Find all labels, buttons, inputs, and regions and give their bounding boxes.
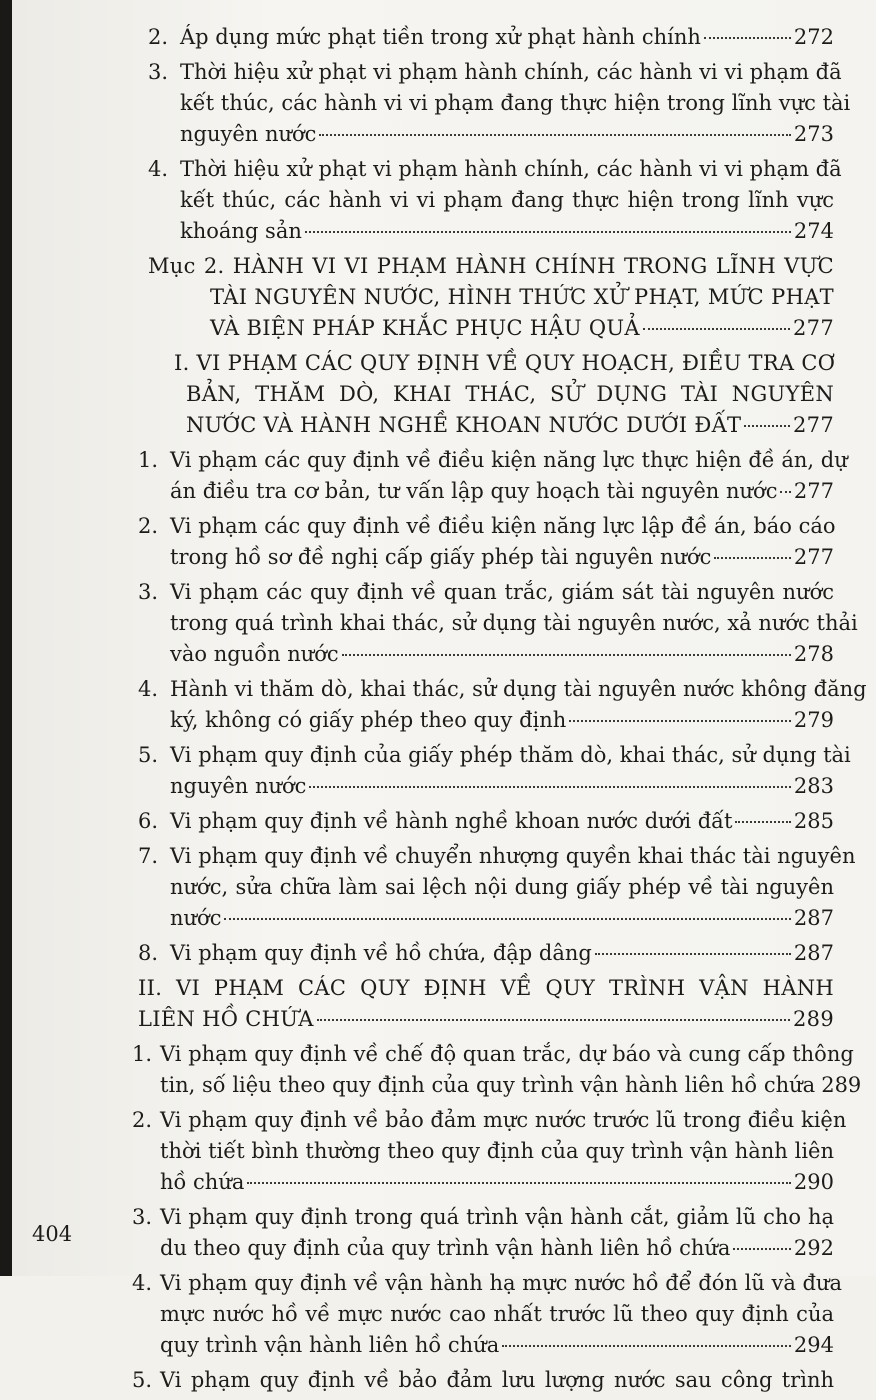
toc-entry-text-line: mực nước hồ về mực nước cao nhất trước lũ theo quy định của	[160, 1302, 834, 1326]
dot-leader	[735, 821, 790, 823]
toc-entry-title: ký, không có giấy phép theo quy định	[170, 708, 567, 732]
toc-entry-title: nước	[170, 906, 222, 930]
toc-entry	[138, 973, 834, 1035]
toc-entry-text-line: kết thúc, các hành vi vi phạm đang thực hiện trong lĩnh vực tài	[180, 91, 851, 115]
toc-entry-text-line: Vi phạm các quy định về quan trắc, giám sát tài nguyên nước	[170, 580, 834, 604]
toc-entry-number: 4.	[132, 1271, 153, 1295]
toc-entry	[132, 1268, 843, 1361]
toc-entry	[132, 1365, 834, 1396]
toc-entry-title: VÀ BIỆN PHÁP KHẮC PHỤC HẬU QUẢ	[210, 316, 640, 340]
toc-entry-title: LIÊN HỒ CHỨA	[138, 1007, 314, 1031]
toc-page-number: 292	[793, 1236, 834, 1260]
dot-leader	[224, 918, 790, 920]
toc-entry-number: 6.	[138, 809, 159, 833]
toc-entry-number: 1.	[132, 1042, 153, 1066]
toc-entry-text-line: Vi phạm quy định trong quá trình vận hành cắt, giảm lũ cho hạ	[160, 1205, 834, 1229]
book-spine-shadow	[0, 0, 12, 1276]
toc-page-number: 273	[793, 122, 834, 146]
toc-entry-text-line: Thời hiệu xử phạt vi phạm hành chính, các hành vi vi phạm đã	[180, 157, 842, 181]
table-of-contents	[132, 22, 867, 1400]
toc-page-number: 287	[793, 941, 834, 965]
toc-page-number: 294	[793, 1333, 834, 1357]
toc-page-number: 289	[793, 1007, 834, 1031]
toc-entry-title: quy trình vận hành liên hồ chứa	[160, 1333, 500, 1357]
toc-entry	[138, 445, 848, 507]
toc-entry-text-line: Thời hiệu xử phạt vi phạm hành chính, các hành vi vi phạm đã	[180, 60, 842, 84]
toc-entry-title: Áp dụng mức phạt tiền trong xử phạt hành chính	[180, 25, 701, 49]
toc-entry-text-line: trong quá trình khai thác, sử dụng tài nguyên nước, xả nước thải	[170, 611, 858, 635]
toc-entry-text-line: Hành vi thăm dò, khai thác, sử dụng tài nguyên nước không đăng	[170, 677, 867, 701]
dot-leader	[309, 786, 790, 788]
toc-entry-text-line: nước, sửa chữa làm sai lệch nội dung giấy phép về tài nguyên	[170, 875, 834, 899]
dot-leader	[319, 134, 790, 136]
dot-leader	[714, 557, 790, 559]
toc-entry-number: 3.	[132, 1205, 153, 1229]
toc-entry	[132, 1202, 834, 1264]
toc-entry-title: hồ chứa	[160, 1170, 245, 1194]
toc-entry-title: du theo quy định của quy trình vận hành liên hồ chứa	[160, 1236, 731, 1260]
toc-entry-text-line: Vi phạm quy định về vận hành hạ mực nước hồ để đón lũ và đưa	[160, 1271, 843, 1295]
toc-entry-text-line: Vi phạm quy định về chuyển nhượng quyền khai thác tài nguyên	[170, 844, 856, 868]
toc-entry	[156, 348, 834, 441]
toc-page-number: 272	[793, 25, 834, 49]
toc-entry-number: 3.	[148, 60, 169, 84]
toc-page-number: 279	[793, 708, 834, 732]
toc-page-number: 289	[821, 1073, 862, 1097]
dot-leader	[733, 1248, 790, 1250]
toc-entry-text-line: TÀI NGUYÊN NƯỚC, HÌNH THỨC XỬ PHẠT, MỨC PHẠT	[210, 285, 834, 309]
toc-entry-number: 2.	[138, 514, 159, 538]
dot-leader	[643, 328, 790, 330]
dot-leader	[502, 1345, 791, 1347]
toc-entry-title: NƯỚC VÀ HÀNH NGHỀ KHOAN NƯỚC DƯỚI ĐẤT	[186, 413, 742, 437]
toc-entry-number: 4.	[138, 677, 159, 701]
dot-leader	[247, 1182, 791, 1184]
toc-entry	[138, 806, 834, 837]
toc-entry	[138, 841, 856, 934]
toc-entry	[138, 938, 834, 969]
toc-entry-text-line: Vi phạm quy định về chế độ quan trắc, dự báo và cung cấp thông	[160, 1042, 854, 1066]
dot-leader	[305, 231, 791, 233]
toc-page-number: 278	[793, 642, 834, 666]
toc-entry-text-line: Vi phạm các quy định về điều kiện năng lực lập đề án, báo cáo	[170, 514, 836, 538]
toc-entry-title: tin, số liệu theo quy định của quy trình vận hành liên hồ chứa	[160, 1073, 816, 1097]
toc-page-number: 277	[793, 316, 834, 340]
toc-entry	[138, 22, 834, 53]
toc-entry-title: Vi phạm quy định về hành nghề khoan nước dưới đất	[170, 809, 733, 833]
toc-page-number: 277	[793, 479, 834, 503]
toc-entry-number: 3.	[138, 580, 159, 604]
toc-entry-title: nguyên nước	[180, 122, 317, 146]
toc-entry	[138, 154, 842, 247]
toc-page-number: 287	[793, 906, 834, 930]
toc-entry	[138, 511, 834, 573]
toc-entry-text-line: II. VI PHẠM CÁC QUY ĐỊNH VỀ QUY TRÌNH VẬN HÀNH	[138, 976, 834, 1000]
toc-entry-text-line: Vi phạm quy định của giấy phép thăm dò, khai thác, sử dụng tài	[170, 743, 851, 767]
toc-entry-title: khoáng sản	[180, 219, 302, 243]
toc-entry-text-line: kết thúc, các hành vi vi phạm đang thực hiện trong lĩnh vực	[180, 188, 834, 212]
toc-entry	[138, 57, 851, 150]
toc-entry-number: 5.	[138, 743, 159, 767]
toc-entry-text-line: Vi phạm quy định về bảo đảm mực nước trước lũ trong điều kiện	[160, 1108, 847, 1132]
toc-page-number: 277	[793, 413, 834, 437]
dot-leader	[704, 37, 791, 39]
dot-leader	[342, 654, 791, 656]
toc-entry-text-line: Vi phạm các quy định về điều kiện năng lực thực hiện đề án, dự	[170, 448, 848, 472]
toc-page-number: 290	[793, 1170, 834, 1194]
toc-entry-title: nguyên nước	[170, 774, 307, 798]
toc-entry	[132, 1105, 847, 1198]
toc-page-number: 283	[793, 774, 834, 798]
toc-entry-title: vào nguồn nước	[170, 642, 339, 666]
toc-entry	[138, 577, 858, 670]
page-number: 404	[32, 1222, 73, 1246]
toc-entry-title: trong hồ sơ đề nghị cấp giấy phép tài nguyên nước	[170, 545, 712, 569]
toc-page-number: 274	[793, 219, 834, 243]
toc-entry-number: 1.	[138, 448, 159, 472]
toc-entry-title: Vi phạm quy định về bảo đảm lưu lượng nước sau công trình	[160, 1368, 834, 1392]
dot-leader	[595, 953, 791, 955]
toc-entry-text-line: I. VI PHẠM CÁC QUY ĐỊNH VỀ QUY HOẠCH, ĐIỀU TRA CƠ	[174, 351, 836, 375]
toc-entry-number: 5.	[132, 1368, 153, 1392]
toc-entry-number: 7.	[138, 844, 159, 868]
toc-entry	[138, 674, 867, 736]
toc-entry	[138, 740, 851, 802]
dot-leader	[780, 491, 790, 493]
toc-entry	[132, 1039, 862, 1101]
toc-entry-number: 2.	[148, 25, 169, 49]
toc-entry-text-line: thời tiết bình thường theo quy định của quy trình vận hành liên	[160, 1139, 834, 1163]
toc-entry-text-line: Mục 2. HÀNH VI VI PHẠM HÀNH CHÍNH TRONG LĨNH VỰC	[148, 254, 834, 278]
toc-entry-title: Vi phạm quy định về hồ chứa, đập dâng	[170, 941, 592, 965]
dot-leader	[744, 425, 790, 427]
toc-entry-title: án điều tra cơ bản, tư vấn lập quy hoạch tài nguyên nước	[170, 479, 778, 503]
toc-page-number: 285	[793, 809, 834, 833]
toc-page-number: 277	[793, 545, 834, 569]
toc-entry	[148, 251, 834, 344]
dot-leader	[317, 1019, 790, 1021]
dot-leader	[569, 720, 791, 722]
toc-entry-number: 8.	[138, 941, 159, 965]
toc-entry-text-line: BẢN, THĂM DÒ, KHAI THÁC, SỬ DỤNG TÀI NGUYÊN	[186, 382, 834, 406]
toc-entry-number: 2.	[132, 1108, 153, 1132]
toc-entry-number: 4.	[148, 157, 169, 181]
